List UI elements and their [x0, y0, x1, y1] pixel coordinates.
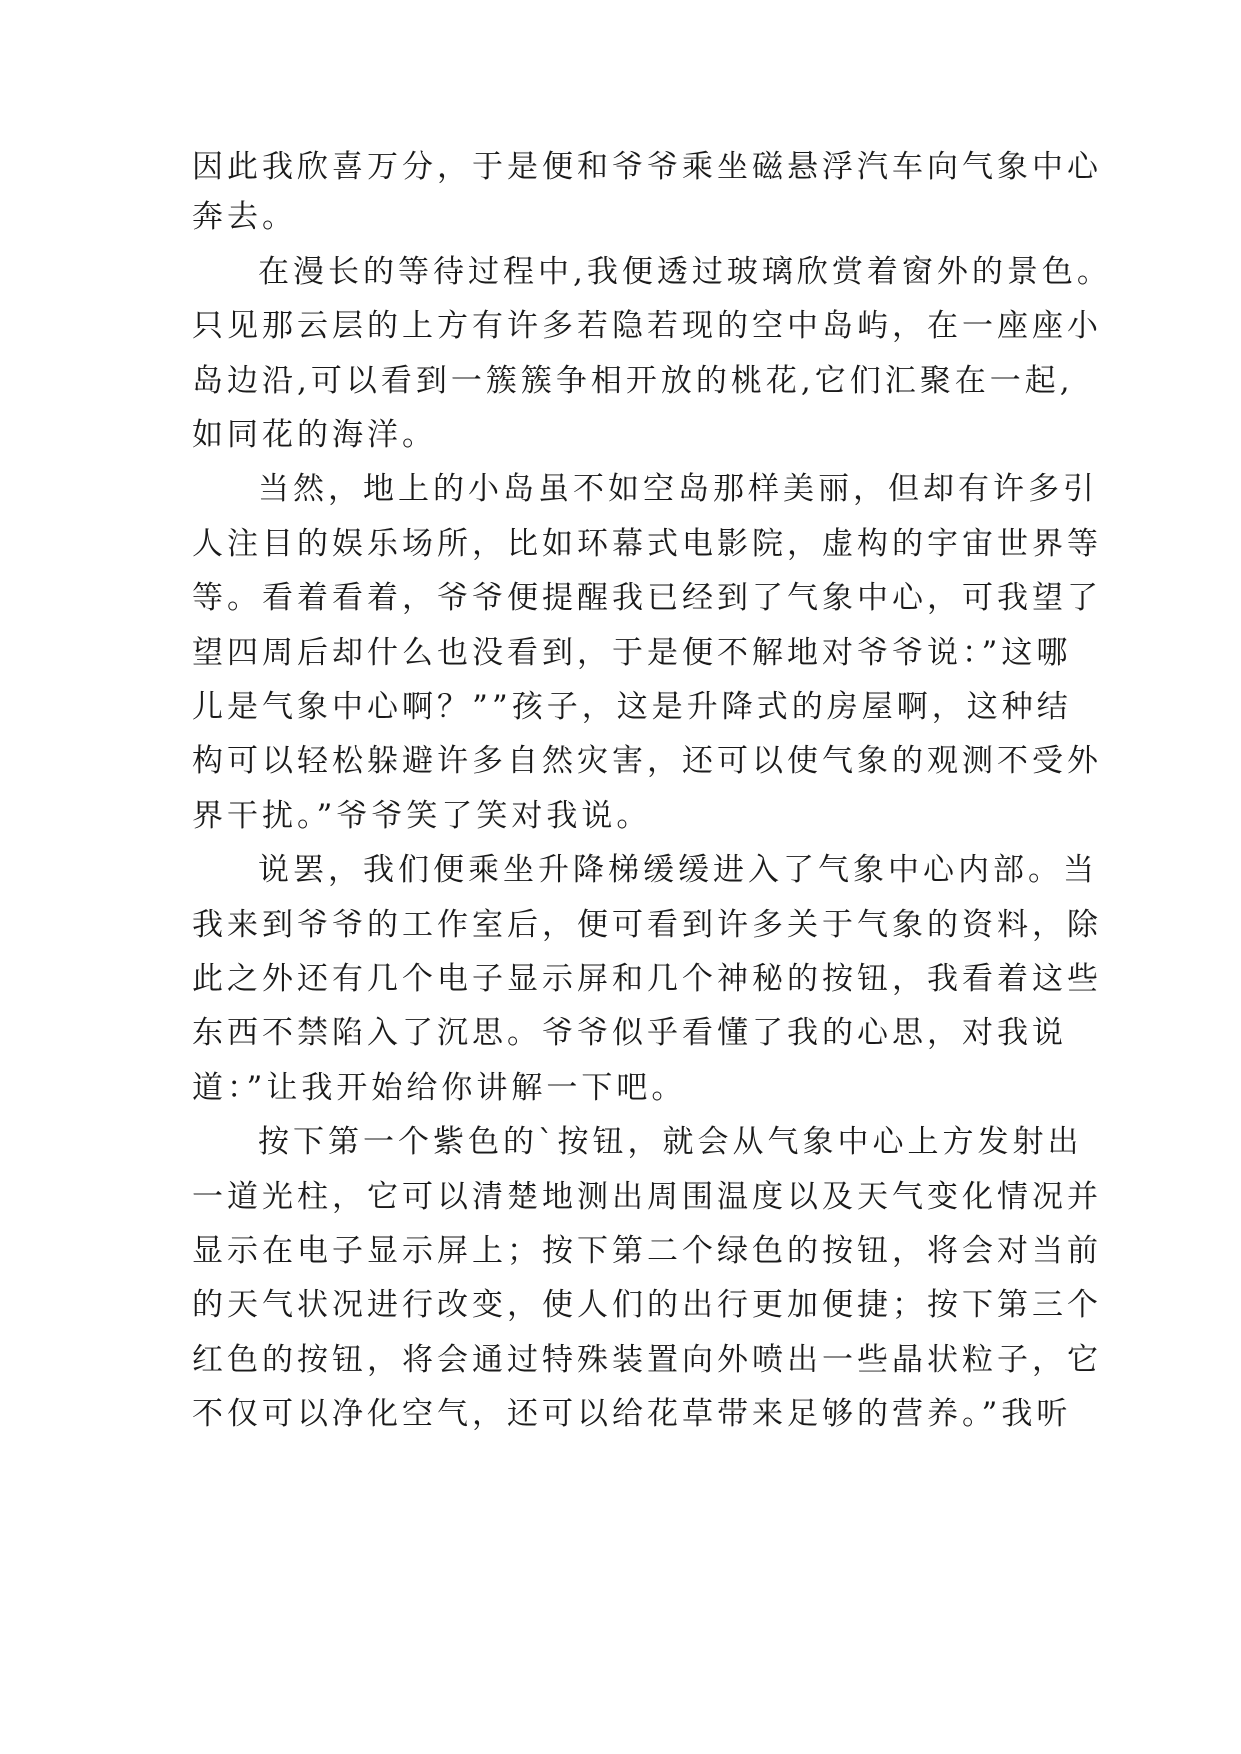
- text-line: 只见那云层的上方有许多若隐若现的空中岛屿，在一座座小: [192, 308, 1102, 344]
- text-line: 道：”让我开始给你讲解一下吧。: [192, 1070, 687, 1106]
- text-line: 界干扰。”爷爷笑了笑对我说。: [192, 798, 652, 834]
- text-line: 望四周后却什么也没看到，于是便不解地对爷爷说：”这哪: [192, 635, 1072, 671]
- text-line: 一道光柱，它可以清楚地测出周围温度以及天气变化情况并: [192, 1179, 1102, 1215]
- text-line: 人注目的娱乐场所，比如环幕式电影院，虚构的宇宙世界等: [192, 526, 1102, 562]
- text-line: 在漫长的等待过程中,我便透过玻璃欣赏着窗外的景色。: [258, 254, 1112, 290]
- text-line: 说罢，我们便乘坐升降梯缓缓进入了气象中心内部。当: [258, 852, 1098, 888]
- text-line: 的天气状况进行改变，使人们的出行更加便捷；按下第三个: [192, 1287, 1102, 1323]
- text-line: 显示在电子显示屏上；按下第二个绿色的按钮，将会对当前: [192, 1233, 1102, 1269]
- text-line: 等。看着看着，爷爷便提醒我已经到了气象中心，可我望了: [192, 580, 1102, 616]
- text-line: 因此我欣喜万分，于是便和爷爷乘坐磁悬浮汽车向气象中心: [192, 149, 1102, 185]
- text-line: 如同花的海洋。: [192, 417, 437, 453]
- text-line: 按下第一个紫色的`按钮，就会从气象中心上方发射出: [258, 1124, 1083, 1160]
- text-line: 构可以轻松躲避许多自然灾害，还可以使气象的观测不受外: [192, 743, 1102, 779]
- text-line: 岛边沿,可以看到一簇簇争相开放的桃花,它们汇聚在一起,: [192, 363, 1074, 399]
- text-line: 此之外还有几个电子显示屏和几个神秘的按钮，我看着这些: [192, 961, 1102, 997]
- text-line: 奔去。: [192, 199, 297, 235]
- text-line: 红色的按钮，将会通过特殊装置向外喷出一些晶状粒子，它: [192, 1342, 1102, 1378]
- text-line: 我来到爷爷的工作室后，便可看到许多关于气象的资料，除: [192, 907, 1102, 943]
- text-line: 东西不禁陷入了沉思。爷爷似乎看懂了我的心思，对我说: [192, 1015, 1067, 1051]
- text-line: 当然，地上的小岛虽不如空岛那样美丽，但却有许多引: [258, 471, 1098, 507]
- text-line: 不仅可以净化空气，还可以给花草带来足够的营养。”我听: [192, 1396, 1072, 1432]
- text-line: 儿是气象中心啊？””孩子，这是升降式的房屋啊，这种结: [192, 689, 1072, 725]
